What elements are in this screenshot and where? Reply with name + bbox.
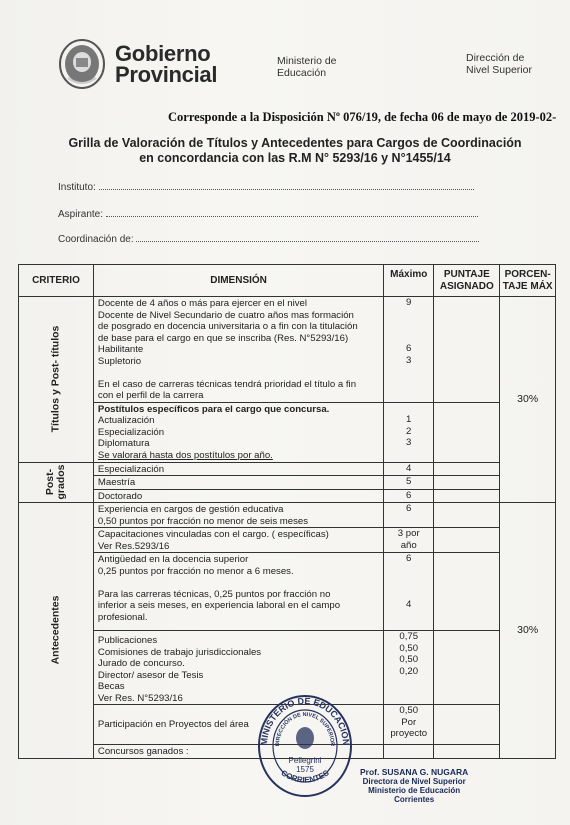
ant6-max xyxy=(384,745,434,759)
header-porcentaje-line-2: TAJE MÁX xyxy=(502,280,553,292)
ant4-max-value: 0,50 xyxy=(399,654,419,665)
group-postgrados xyxy=(19,462,94,503)
row2-line: Postítulos específicos para el cargo que concursa. xyxy=(97,403,330,415)
row1-max-value xyxy=(384,332,433,344)
group-titulos-label: Títulos y Post- títulos xyxy=(49,325,62,433)
table-row xyxy=(19,503,556,528)
row2-line: Actualización xyxy=(97,415,155,426)
ministry-line-1: Ministerio de xyxy=(277,55,337,67)
ant3-line: profesional. xyxy=(97,611,148,623)
ant4-line: Becas xyxy=(97,681,125,692)
ant3-line: Antigüedad en la docencia superior xyxy=(97,554,249,565)
row1-puntaje xyxy=(434,297,500,403)
header-puntaje-line-1: PUNTAJE xyxy=(443,269,490,280)
row1-line: En el caso de carreras técnicas tendrá prioridad el título a fin xyxy=(97,378,357,390)
table-row xyxy=(19,297,556,403)
logo-line-1: Gobierno xyxy=(115,41,211,66)
header-dimension: DIMENSIÓN xyxy=(93,265,383,297)
ant4-puntaje xyxy=(434,631,500,705)
row1-max xyxy=(384,297,434,403)
ant4-line: Jurado de concurso. xyxy=(97,658,185,669)
table-row xyxy=(19,528,556,553)
valoracion-table xyxy=(18,264,556,759)
logo-title xyxy=(115,43,217,85)
postgrado-doctorado: Doctorado xyxy=(93,489,383,503)
table-row xyxy=(19,553,556,631)
ant1-puntaje xyxy=(434,503,500,528)
row2-max-value xyxy=(384,403,433,415)
row2-max xyxy=(384,402,434,462)
ant4-max-value: 0,50 xyxy=(399,642,419,654)
ministry-line-2: Educación xyxy=(277,67,327,79)
ant3-max-value: 4 xyxy=(406,599,412,610)
table-row xyxy=(19,402,556,462)
coordinacion-blank xyxy=(136,233,479,242)
group-antecedentes-label: Antecedentes xyxy=(49,595,62,665)
row1-max-value: 9 xyxy=(406,297,412,308)
ant4-max-value: 0,75 xyxy=(399,631,419,642)
signature-ministry: Ministerio de Educación xyxy=(368,786,461,795)
group-titulos xyxy=(19,297,94,463)
direccion-label xyxy=(466,52,532,76)
grid-title xyxy=(60,136,530,166)
instituto-label: Instituto: xyxy=(58,182,96,193)
row1-line: Supletorio xyxy=(97,355,142,367)
ant5-max-line: proyecto xyxy=(390,728,428,739)
row1-line: Docente de Nivel Secundario de cuatro años mas formación xyxy=(97,309,354,321)
row1-line: con el perfil de la carrera xyxy=(97,390,204,401)
ant3-dimension xyxy=(93,553,383,631)
group-postgrados-line-1: Post- xyxy=(43,469,56,496)
row2-dimension xyxy=(93,402,383,462)
aspirante-label: Aspirante: xyxy=(58,209,104,220)
ant4-line: Publicaciones xyxy=(97,635,158,646)
row1-max-value: 6 xyxy=(406,343,412,354)
instituto-field xyxy=(58,181,474,193)
row2-line: Diplomatura xyxy=(97,438,150,449)
ant3-puntaje xyxy=(434,553,500,631)
row2-max-value: 1 xyxy=(406,414,412,425)
header-porcentaje xyxy=(500,265,556,297)
ant2-max xyxy=(384,528,434,553)
ant4-max xyxy=(384,631,434,705)
stamp-city: Pellegrini xyxy=(288,756,322,765)
pct-antecedentes: 30% xyxy=(500,503,556,759)
coordinacion-field xyxy=(58,233,479,245)
ant1-max: 6 xyxy=(384,503,434,528)
direccion-line-2: Nivel Superior xyxy=(466,64,532,76)
ant2-max-line: 3 por xyxy=(397,528,420,539)
ant4-line: Ver Res. N°5293/16 xyxy=(97,692,183,704)
row1-line xyxy=(98,367,379,379)
group-postgrados-label xyxy=(45,465,67,500)
postgrado-doctorado-puntaje xyxy=(434,489,500,503)
row2-puntaje xyxy=(434,402,500,462)
aspirante-field xyxy=(58,208,478,220)
ant5-max-line: Por xyxy=(401,716,417,728)
ministry-stamp-icon xyxy=(255,688,355,798)
postgrado-especializacion: Especialización xyxy=(93,462,383,476)
row1-line: de posgrado en docencia universitaria o a fin con la titulación xyxy=(97,321,358,332)
province-seal-icon xyxy=(58,38,106,90)
table-row xyxy=(19,476,556,490)
ant4-line: Comisiones de trabajo jurisdiccionales xyxy=(97,646,262,658)
header-puntaje-line-2: ASIGNADO xyxy=(439,280,494,292)
ant5-dimension: Participación en Proyectos del área xyxy=(93,705,383,745)
ant3-max-value xyxy=(384,565,433,577)
row2-max-value: 2 xyxy=(406,425,412,437)
stamp-inner-text: DIRECCIÓN DE NIVEL SUPERIOR xyxy=(274,711,336,747)
ant2-line: Capacitaciones vinculadas con el cargo. ( específicas) xyxy=(97,529,329,540)
stamp-number: 1575 xyxy=(296,765,314,774)
header-porcentaje-line-1: PORCEN- xyxy=(504,269,551,280)
stamp-ring-text: MINISTERIO DE EDUCACIÓN xyxy=(258,695,352,746)
ant4-max-value: 0,20 xyxy=(399,665,419,677)
row1-max-value xyxy=(384,320,433,332)
signature-role: Directora de Nivel Superior xyxy=(362,777,466,786)
ant2-max-line: año xyxy=(400,539,417,551)
postgrado-maestria-max: 5 xyxy=(384,476,434,490)
signature-block xyxy=(360,768,468,804)
ant1-line: 0,50 puntos por fracción no menor de seis meses xyxy=(97,515,309,527)
table-row xyxy=(19,489,556,503)
ministry-label xyxy=(277,55,337,79)
aspirante-blank xyxy=(106,208,478,217)
row2-line: Especialización xyxy=(97,426,165,438)
table-row xyxy=(19,462,556,476)
ant3-max-value xyxy=(384,588,433,600)
row1-dimension xyxy=(93,297,383,403)
postgrado-especializacion-puntaje xyxy=(434,462,500,476)
row1-line: Habilitante xyxy=(97,344,144,355)
grid-title-line-2: en concordancia con las R.M N° 5293/16 y N°1455/14 xyxy=(139,151,451,165)
row2-line: Se valorará hasta dos postítulos por año. xyxy=(97,449,273,461)
group-postgrados-line-2: grados xyxy=(54,464,67,500)
table-header-row xyxy=(19,265,556,297)
stamp-bottom-text: CORRIENTES xyxy=(279,768,331,785)
row1-max-value xyxy=(384,309,433,321)
header-maximo: Máximo xyxy=(384,265,434,297)
ant5-puntaje xyxy=(434,705,500,745)
ant2-puntaje xyxy=(434,528,500,553)
ant1-line: Experiencia en cargos de gestión educativa xyxy=(97,504,284,515)
pct-titulos: 30% xyxy=(500,297,556,503)
ant5-max xyxy=(384,705,434,745)
coordinacion-label: Coordinación de: xyxy=(58,234,134,245)
direccion-line-1: Dirección de xyxy=(466,52,525,64)
header-criterio: CRITERIO xyxy=(19,265,94,297)
signature-city: Corrientes xyxy=(394,795,435,804)
ant2-dimension xyxy=(93,528,383,553)
ant3-max xyxy=(384,553,434,631)
ant4-line: Director/ asesor de Tesis xyxy=(97,669,204,681)
row1-max-value: 3 xyxy=(406,354,412,366)
group-antecedentes xyxy=(19,503,94,759)
ant3-line xyxy=(98,577,379,589)
ant6-puntaje xyxy=(434,745,500,759)
signature-name: Prof. SUSANA G. NUGARA xyxy=(360,767,469,777)
postgrado-especializacion-max: 4 xyxy=(384,462,434,476)
disposicion-reference: Corresponde a la Disposición Nº 076/19, de fecha 06 de mayo de 2019-02- xyxy=(168,110,557,124)
header-puntaje xyxy=(434,265,500,297)
postgrado-doctorado-max: 6 xyxy=(384,489,434,503)
grid-title-line-1: Grilla de Valoración de Títulos y Antecedentes para Cargos de Coordinación xyxy=(68,136,522,150)
row1-line: de base para el cargo en que se inscriba (Res. N°5293/16) xyxy=(97,332,349,344)
ant3-line: inferior a seis meses, en experiencia laboral en el campo xyxy=(97,600,341,611)
ant6-dimension: Concursos ganados : xyxy=(93,745,383,759)
ant3-line: Para las carreras técnicas, 0,25 puntos por fracción no xyxy=(97,588,331,600)
postgrado-maestria: Maestría xyxy=(93,476,383,490)
ant3-max-value: 6 xyxy=(406,553,412,564)
ant5-max-line: 0,50 xyxy=(399,705,419,716)
row1-line: Docente de 4 años o más para ejercer en el nivel xyxy=(97,298,307,309)
row2-max-value: 3 xyxy=(406,437,412,448)
ant1-dimension xyxy=(93,503,383,528)
postgrado-maestria-puntaje xyxy=(434,476,500,490)
ant2-line: Ver Res.5293/16 xyxy=(97,540,170,552)
ant3-max-value xyxy=(384,576,433,588)
logo-line-2: Provincial xyxy=(115,62,218,87)
ant3-line: 0,25 puntos por fracción no menor a 6 meses. xyxy=(97,565,294,577)
instituto-blank xyxy=(99,181,474,190)
